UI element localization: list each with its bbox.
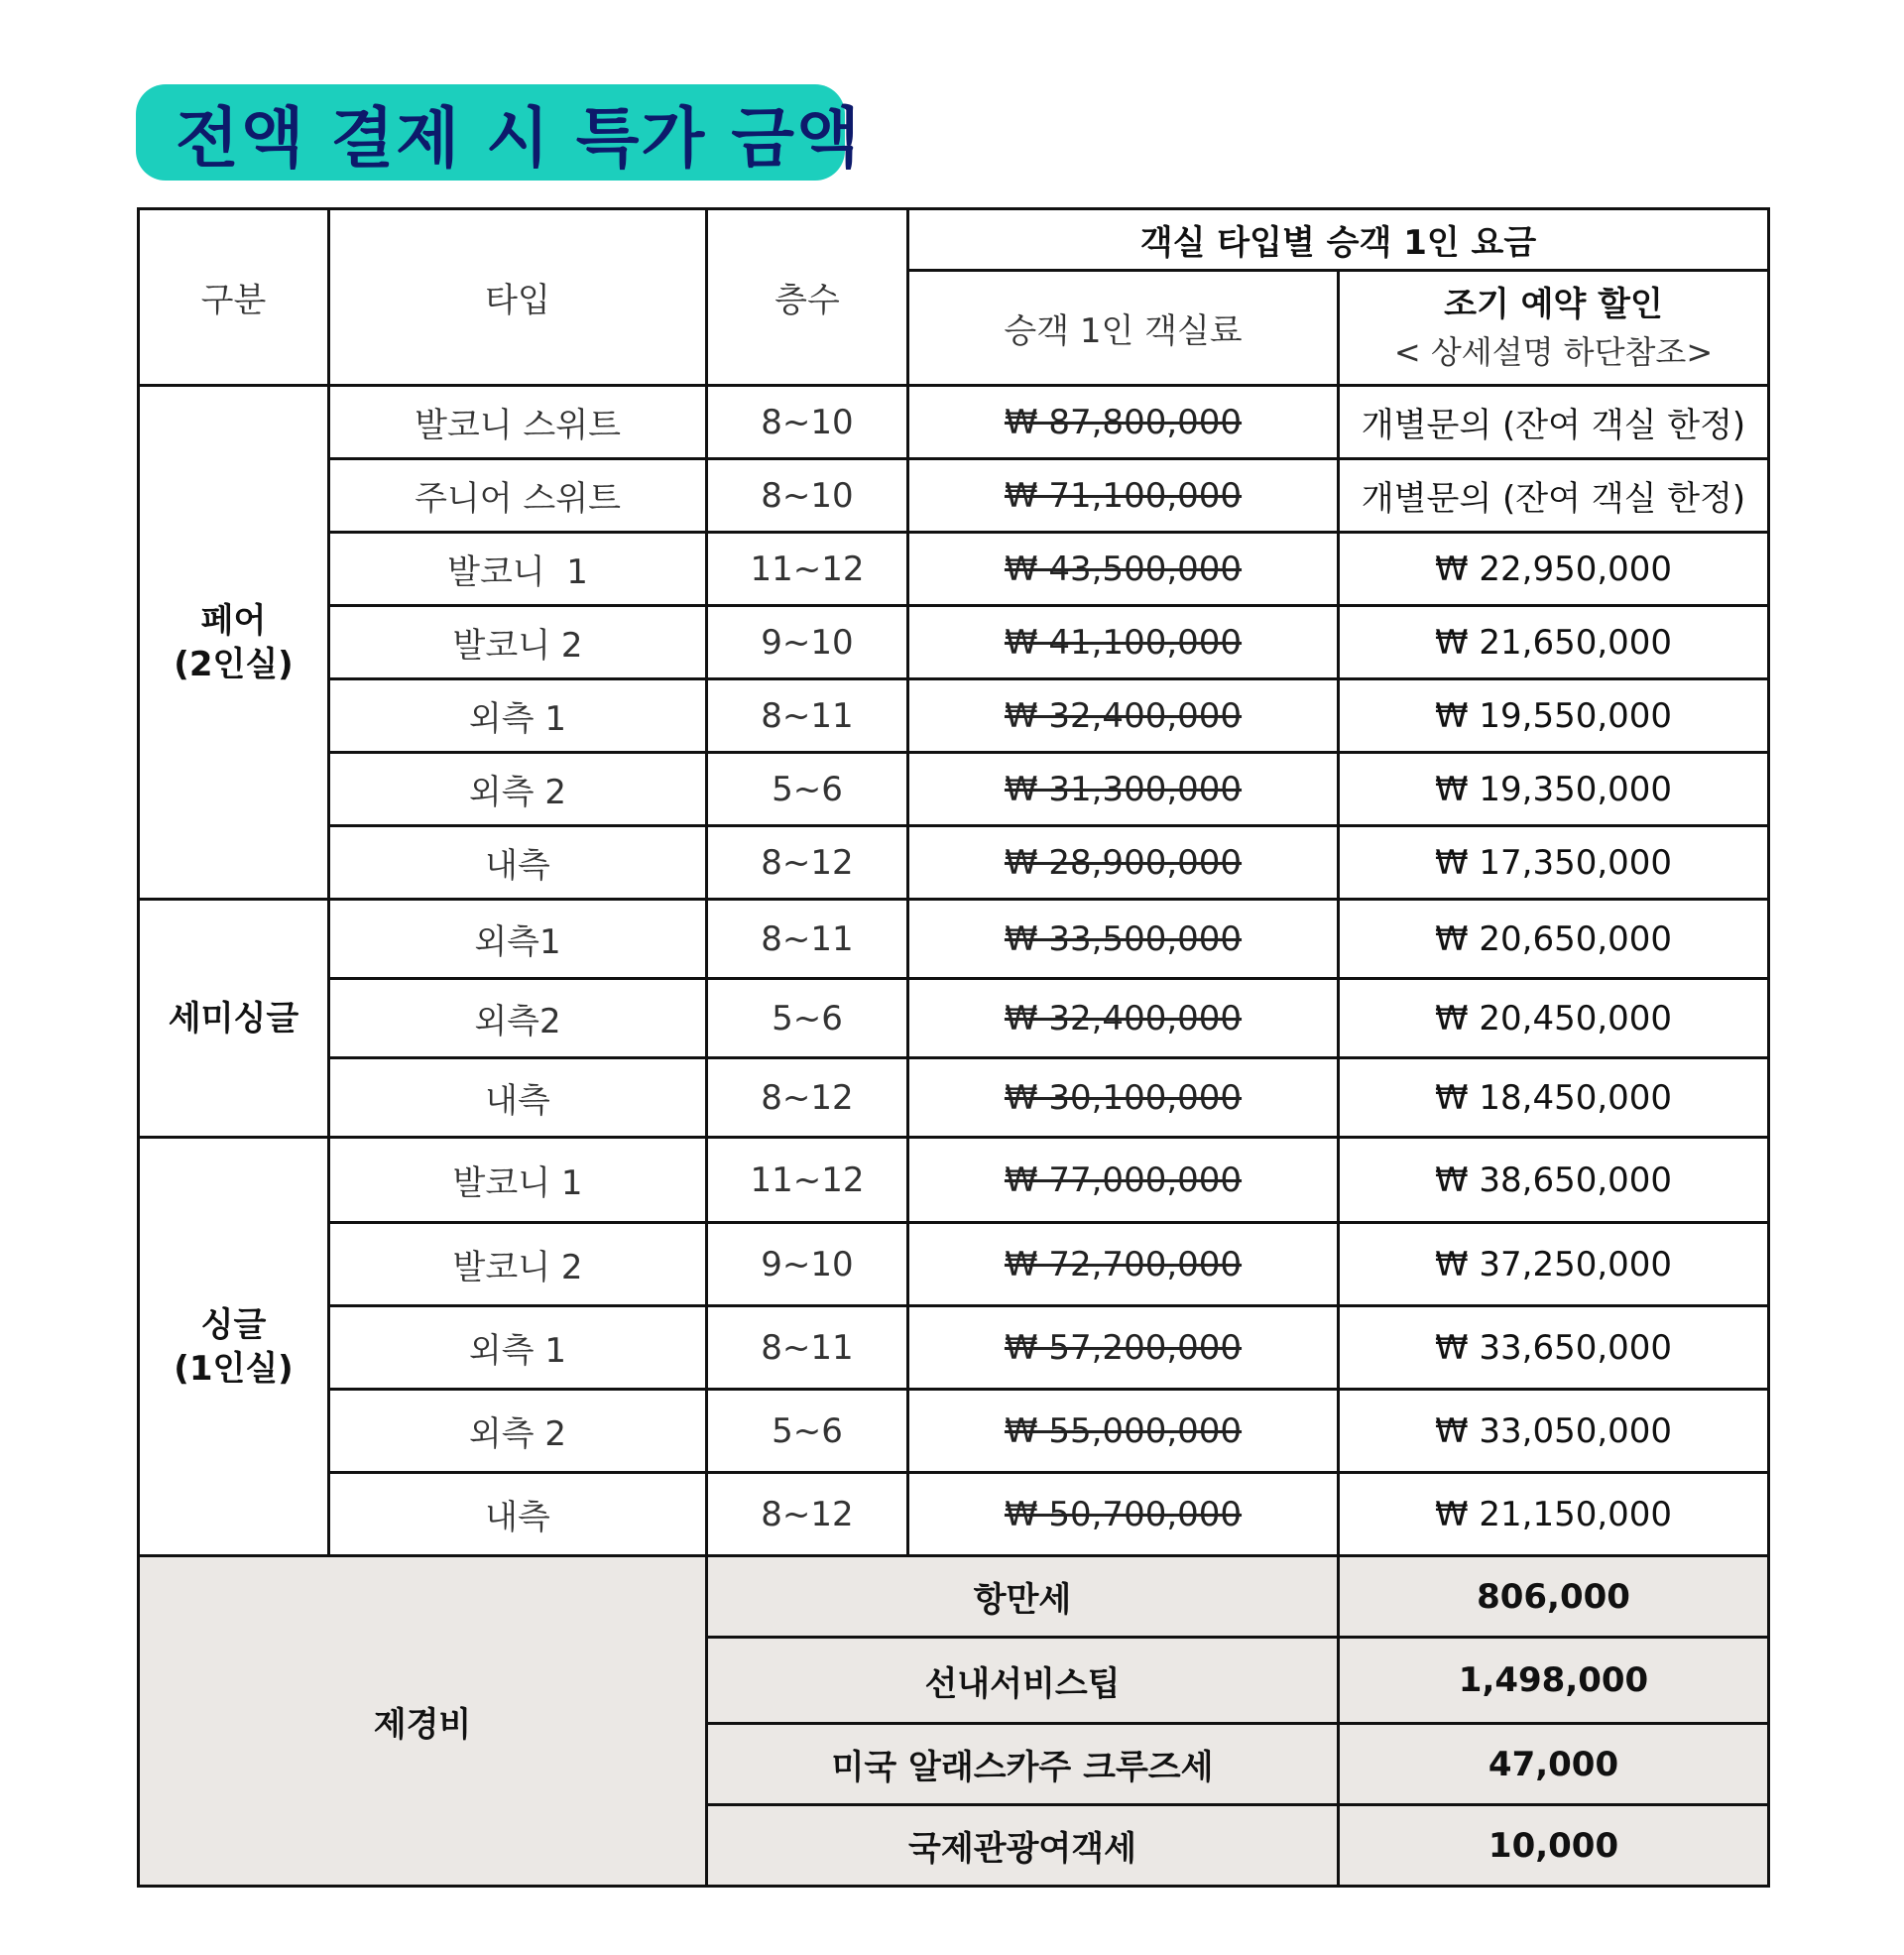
- early-price: ₩ 22,950,000: [1339, 533, 1769, 606]
- room-type: 발코니 1: [329, 1138, 707, 1223]
- floor-range: 8~11: [707, 900, 908, 979]
- table-row: [139, 900, 1769, 979]
- floor-range: 9~10: [707, 1223, 908, 1306]
- early-price: ₩ 20,650,000: [1339, 900, 1769, 979]
- early-price: ₩ 20,450,000: [1339, 979, 1769, 1058]
- early-price: ₩ 33,650,000: [1339, 1306, 1769, 1390]
- early-price: ₩ 17,350,000: [1339, 826, 1769, 900]
- early-price: 개별문의 (잔여 객실 한정): [1339, 459, 1769, 533]
- early-price: 개별문의 (잔여 객실 한정): [1339, 386, 1769, 459]
- table-row: [139, 533, 1769, 606]
- fee-name: 항만세: [707, 1556, 1339, 1638]
- early-price: ₩ 38,650,000: [1339, 1138, 1769, 1223]
- original-price: ₩ 77,000,000: [908, 1138, 1339, 1223]
- table-row: [139, 386, 1769, 459]
- room-type: 내측: [329, 826, 707, 900]
- fee-amount: 47,000: [1339, 1724, 1769, 1805]
- room-type: 외측 1: [329, 1306, 707, 1390]
- floor-range: 8~12: [707, 1058, 908, 1138]
- floor-range: 8~10: [707, 459, 908, 533]
- header-row-1: [139, 209, 1769, 271]
- title-banner: [136, 84, 862, 181]
- group-capacity: (1인실): [174, 1348, 294, 1389]
- floor-range: 11~12: [707, 1138, 908, 1223]
- table-row: [139, 459, 1769, 533]
- table-row: [139, 1058, 1769, 1138]
- floor-range: 8~12: [707, 1473, 908, 1556]
- group-label-pair: [139, 386, 329, 900]
- header-floor: 층수: [707, 209, 908, 386]
- original-price: ₩ 55,000,000: [908, 1390, 1339, 1473]
- early-price: ₩ 19,350,000: [1339, 753, 1769, 826]
- floor-range: 8~12: [707, 826, 908, 900]
- floor-range: 8~10: [707, 386, 908, 459]
- table-row: [139, 679, 1769, 753]
- table-row: [139, 1473, 1769, 1556]
- group-capacity: (2인실): [174, 644, 294, 684]
- early-price: ₩ 19,550,000: [1339, 679, 1769, 753]
- group-name: 싱글: [200, 1304, 267, 1345]
- room-type: 발코니 2: [329, 1223, 707, 1306]
- fee-amount: 806,000: [1339, 1556, 1769, 1638]
- room-type: 내측: [329, 1058, 707, 1138]
- room-type: 외측 1: [329, 679, 707, 753]
- fee-name: 선내서비스팁: [707, 1638, 1339, 1724]
- original-price: ₩ 50,700,000: [908, 1473, 1339, 1556]
- room-type: 외측1: [329, 900, 707, 979]
- original-price: ₩ 87,800,000: [908, 386, 1339, 459]
- room-type: 발코니 1: [329, 533, 707, 606]
- fee-amount: 1,498,000: [1339, 1638, 1769, 1724]
- table-row: [139, 979, 1769, 1058]
- original-price: ₩ 43,500,000: [908, 533, 1339, 606]
- table-row: [139, 606, 1769, 679]
- floor-range: 11~12: [707, 533, 908, 606]
- header-early-title: 조기 예약 할인: [1444, 284, 1663, 324]
- table-row: [139, 1223, 1769, 1306]
- original-price: ₩ 32,400,000: [908, 979, 1339, 1058]
- group-label-single: [139, 1138, 329, 1556]
- room-type: 주니어 스위트: [329, 459, 707, 533]
- header-regular-rate: 승객 1인 객실료: [908, 271, 1339, 386]
- floor-range: 8~11: [707, 1306, 908, 1390]
- original-price: ₩ 41,100,000: [908, 606, 1339, 679]
- room-type: 발코니 스위트: [329, 386, 707, 459]
- floor-range: 5~6: [707, 753, 908, 826]
- original-price: ₩ 28,900,000: [908, 826, 1339, 900]
- early-price: ₩ 21,150,000: [1339, 1473, 1769, 1556]
- room-type: 외측 2: [329, 753, 707, 826]
- early-price: ₩ 37,250,000: [1339, 1223, 1769, 1306]
- original-price: ₩ 57,200,000: [908, 1306, 1339, 1390]
- room-type: 내측: [329, 1473, 707, 1556]
- table-row: [139, 1138, 1769, 1223]
- table-row: [139, 753, 1769, 826]
- early-price: ₩ 21,650,000: [1339, 606, 1769, 679]
- original-price: ₩ 32,400,000: [908, 679, 1339, 753]
- table-row: [139, 826, 1769, 900]
- header-category: 구분: [139, 209, 329, 386]
- header-type: 타입: [329, 209, 707, 386]
- group-label-semi-single: [139, 900, 329, 1138]
- floor-range: 5~6: [707, 979, 908, 1058]
- floor-range: 9~10: [707, 606, 908, 679]
- original-price: ₩ 30,100,000: [908, 1058, 1339, 1138]
- header-early-discount: [1339, 271, 1769, 386]
- fees-label: 제경비: [139, 1556, 707, 1887]
- original-price: ₩ 33,500,000: [908, 900, 1339, 979]
- page-title: 전액 결제 시 특가 금액: [176, 100, 862, 177]
- fee-name: 국제관광여객세: [707, 1805, 1339, 1887]
- fee-row: [139, 1556, 1769, 1638]
- table-row: [139, 1306, 1769, 1390]
- room-type: 외측 2: [329, 1390, 707, 1473]
- early-price: ₩ 33,050,000: [1339, 1390, 1769, 1473]
- header-early-note: < 상세설명 하단참조>: [1393, 332, 1714, 371]
- group-name: 세미싱글: [168, 998, 299, 1039]
- floor-range: 5~6: [707, 1390, 908, 1473]
- group-name: 페어: [200, 600, 267, 641]
- fee-amount: 10,000: [1339, 1805, 1769, 1887]
- fee-name: 미국 알래스카주 크루즈세: [707, 1724, 1339, 1805]
- price-table: [137, 207, 1770, 1888]
- floor-range: 8~11: [707, 679, 908, 753]
- table-row: [139, 1390, 1769, 1473]
- original-price: ₩ 31,300,000: [908, 753, 1339, 826]
- header-group-title: 객실 타입별 승객 1인 요금: [908, 209, 1769, 271]
- room-type: 발코니 2: [329, 606, 707, 679]
- original-price: ₩ 71,100,000: [908, 459, 1339, 533]
- early-price: ₩ 18,450,000: [1339, 1058, 1769, 1138]
- original-price: ₩ 72,700,000: [908, 1223, 1339, 1306]
- room-type: 외측2: [329, 979, 707, 1058]
